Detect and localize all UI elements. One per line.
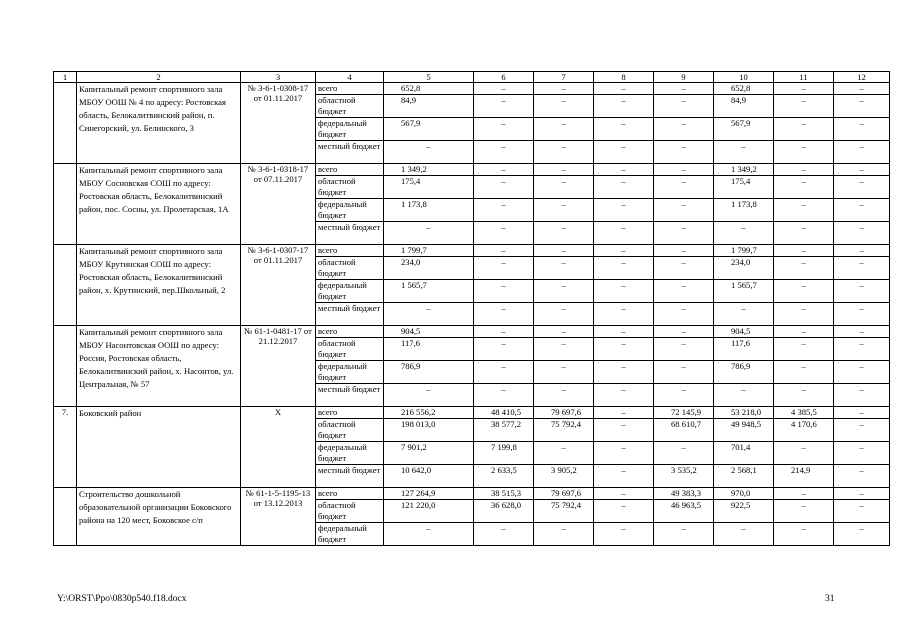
- object-name: Капитальный ремонт спортивного зала МБОУ ООШ № 4 по адресу: Ростовская область, Белокалитвинский район, п. Синегорский, ул. Белинского, 3: [77, 83, 241, 164]
- value-cell: –: [594, 257, 654, 280]
- value-cell: 75 792,4: [534, 419, 594, 442]
- value-cell: –: [714, 384, 774, 407]
- value-cell: 198 013,0: [384, 419, 474, 442]
- value-cell: –: [774, 222, 834, 245]
- value-cell: –: [834, 280, 890, 303]
- value-cell: –: [594, 384, 654, 407]
- value-cell: –: [654, 303, 714, 326]
- table-row: [54, 488, 890, 500]
- value-cell: –: [654, 164, 714, 176]
- value-cell: –: [594, 500, 654, 523]
- value-cell: 175,4: [384, 176, 474, 199]
- header-cell: 3: [241, 72, 316, 83]
- value-cell: 786,9: [384, 361, 474, 384]
- value-cell: –: [384, 384, 474, 407]
- value-cell: –: [774, 303, 834, 326]
- value-cell: –: [474, 303, 534, 326]
- value-cell: –: [834, 176, 890, 199]
- value-cell: –: [594, 488, 654, 500]
- value-cell: –: [594, 141, 654, 164]
- value-cell: –: [534, 257, 594, 280]
- value-cell: –: [714, 523, 774, 546]
- value-cell: –: [774, 523, 834, 546]
- value-cell: –: [654, 245, 714, 257]
- row-number: [54, 488, 77, 546]
- value-cell: 701,4: [714, 442, 774, 465]
- value-cell: –: [774, 95, 834, 118]
- value-cell: –: [534, 141, 594, 164]
- value-cell: 49 383,3: [654, 488, 714, 500]
- funding-source-label: областной бюджет: [316, 419, 384, 442]
- value-cell: –: [384, 141, 474, 164]
- value-cell: –: [774, 199, 834, 222]
- value-cell: –: [834, 442, 890, 465]
- value-cell: –: [714, 222, 774, 245]
- value-cell: –: [654, 338, 714, 361]
- value-cell: –: [774, 326, 834, 338]
- funding-source-label: областной бюджет: [316, 95, 384, 118]
- table-row: [54, 164, 890, 176]
- value-cell: –: [834, 523, 890, 546]
- document-reference: № 61-1-0481-17 от 21.12.2017: [241, 326, 316, 407]
- value-cell: 1 173,8: [714, 199, 774, 222]
- row-number: [54, 164, 77, 245]
- row-number: [54, 245, 77, 326]
- header-cell: 8: [594, 72, 654, 83]
- value-cell: 2 633,5: [474, 465, 534, 488]
- funding-source-label: областной бюджет: [316, 338, 384, 361]
- value-cell: –: [534, 303, 594, 326]
- budget-table: [53, 71, 890, 546]
- value-cell: –: [474, 338, 534, 361]
- value-cell: 970,0: [714, 488, 774, 500]
- value-cell: –: [774, 338, 834, 361]
- value-cell: 121 220,0: [384, 500, 474, 523]
- value-cell: –: [834, 338, 890, 361]
- value-cell: –: [384, 303, 474, 326]
- header-cell: 10: [714, 72, 774, 83]
- value-cell: 53 218,0: [714, 407, 774, 419]
- funding-source-label: местный бюджет: [316, 222, 384, 245]
- value-cell: 1 349,2: [714, 164, 774, 176]
- value-cell: –: [534, 176, 594, 199]
- value-cell: –: [834, 118, 890, 141]
- value-cell: 84,9: [384, 95, 474, 118]
- funding-source-label: всего: [316, 407, 384, 419]
- value-cell: –: [534, 338, 594, 361]
- funding-source-label: федеральный бюджет: [316, 442, 384, 465]
- value-cell: –: [534, 118, 594, 141]
- value-cell: –: [474, 280, 534, 303]
- value-cell: –: [594, 199, 654, 222]
- value-cell: –: [834, 326, 890, 338]
- value-cell: 4 170,6: [774, 419, 834, 442]
- value-cell: 4 385,5: [774, 407, 834, 419]
- value-cell: –: [534, 164, 594, 176]
- funding-source-label: федеральный бюджет: [316, 523, 384, 546]
- value-cell: –: [474, 257, 534, 280]
- funding-source-label: федеральный бюджет: [316, 280, 384, 303]
- value-cell: 1 349,2: [384, 164, 474, 176]
- value-cell: –: [834, 419, 890, 442]
- value-cell: –: [714, 303, 774, 326]
- value-cell: –: [774, 488, 834, 500]
- funding-source-label: областной бюджет: [316, 500, 384, 523]
- value-cell: –: [594, 303, 654, 326]
- value-cell: –: [474, 222, 534, 245]
- value-cell: 786,9: [714, 361, 774, 384]
- value-cell: 49 948,5: [714, 419, 774, 442]
- header-cell: 1: [54, 72, 77, 83]
- value-cell: –: [654, 176, 714, 199]
- value-cell: 7 901,2: [384, 442, 474, 465]
- value-cell: 72 145,9: [654, 407, 714, 419]
- value-cell: –: [474, 118, 534, 141]
- value-cell: –: [594, 164, 654, 176]
- value-cell: 1 565,7: [384, 280, 474, 303]
- value-cell: –: [774, 176, 834, 199]
- value-cell: –: [474, 245, 534, 257]
- value-cell: –: [654, 141, 714, 164]
- value-cell: 234,0: [714, 257, 774, 280]
- header-cell: 12: [834, 72, 890, 83]
- document-reference: Х: [241, 407, 316, 488]
- value-cell: –: [834, 164, 890, 176]
- funding-source-label: областной бюджет: [316, 257, 384, 280]
- value-cell: –: [834, 199, 890, 222]
- value-cell: –: [594, 280, 654, 303]
- value-cell: –: [834, 257, 890, 280]
- value-cell: 214,9: [774, 465, 834, 488]
- value-cell: –: [774, 83, 834, 95]
- funding-source-label: всего: [316, 245, 384, 257]
- value-cell: –: [474, 164, 534, 176]
- value-cell: –: [654, 83, 714, 95]
- header-cell: 5: [384, 72, 474, 83]
- value-cell: 46 963,5: [654, 500, 714, 523]
- object-name: Капитальный ремонт спортивного зала МБОУ Крутинская СОШ по адресу: Ростовская область, Белокалитвинский район, х. Крутинский, пер.Школьный, 2: [77, 245, 241, 326]
- funding-source-label: местный бюджет: [316, 465, 384, 488]
- header-cell: 9: [654, 72, 714, 83]
- value-cell: –: [774, 164, 834, 176]
- value-cell: –: [594, 523, 654, 546]
- header-row: [54, 72, 890, 83]
- funding-source-label: федеральный бюджет: [316, 199, 384, 222]
- value-cell: 1 799,7: [714, 245, 774, 257]
- document-reference: № 3-6-1-0307-17 от 01.11.2017: [241, 245, 316, 326]
- value-cell: 1 799,7: [384, 245, 474, 257]
- table-row: [54, 407, 890, 419]
- value-cell: –: [534, 199, 594, 222]
- footer-page-number: 31: [825, 594, 835, 604]
- value-cell: 84,9: [714, 95, 774, 118]
- header-cell: 6: [474, 72, 534, 83]
- value-cell: –: [714, 141, 774, 164]
- value-cell: –: [654, 222, 714, 245]
- object-name: Боковский район: [77, 407, 241, 488]
- value-cell: –: [384, 222, 474, 245]
- value-cell: 38 515,3: [474, 488, 534, 500]
- table-row: [54, 245, 890, 257]
- value-cell: –: [534, 222, 594, 245]
- value-cell: –: [594, 326, 654, 338]
- header-cell: 11: [774, 72, 834, 83]
- value-cell: 68 610,7: [654, 419, 714, 442]
- document-reference: № 61-1-5-1195-13 от 13.12.2013: [241, 488, 316, 546]
- value-cell: –: [474, 83, 534, 95]
- funding-source-label: всего: [316, 83, 384, 95]
- value-cell: –: [654, 442, 714, 465]
- value-cell: 10 642,0: [384, 465, 474, 488]
- funding-source-label: местный бюджет: [316, 303, 384, 326]
- value-cell: –: [654, 95, 714, 118]
- value-cell: 79 697,6: [534, 488, 594, 500]
- value-cell: 36 628,0: [474, 500, 534, 523]
- value-cell: –: [534, 83, 594, 95]
- value-cell: 922,5: [714, 500, 774, 523]
- value-cell: –: [534, 245, 594, 257]
- value-cell: –: [834, 465, 890, 488]
- value-cell: –: [654, 326, 714, 338]
- value-cell: –: [774, 257, 834, 280]
- value-cell: 117,6: [714, 338, 774, 361]
- header-cell: 2: [77, 72, 241, 83]
- value-cell: –: [594, 442, 654, 465]
- value-cell: –: [654, 384, 714, 407]
- value-cell: –: [774, 141, 834, 164]
- value-cell: 127 264,9: [384, 488, 474, 500]
- funding-source-label: всего: [316, 488, 384, 500]
- value-cell: –: [534, 280, 594, 303]
- value-cell: –: [834, 384, 890, 407]
- value-cell: –: [774, 384, 834, 407]
- value-cell: –: [774, 118, 834, 141]
- value-cell: 175,4: [714, 176, 774, 199]
- value-cell: –: [534, 95, 594, 118]
- value-cell: 567,9: [384, 118, 474, 141]
- value-cell: –: [534, 442, 594, 465]
- value-cell: –: [654, 118, 714, 141]
- value-cell: –: [594, 83, 654, 95]
- value-cell: –: [834, 488, 890, 500]
- value-cell: –: [474, 361, 534, 384]
- value-cell: –: [594, 245, 654, 257]
- value-cell: –: [834, 303, 890, 326]
- value-cell: –: [474, 95, 534, 118]
- value-cell: 904,5: [714, 326, 774, 338]
- funding-source-label: федеральный бюджет: [316, 118, 384, 141]
- value-cell: –: [654, 523, 714, 546]
- value-cell: 38 577,2: [474, 419, 534, 442]
- value-cell: 75 792,4: [534, 500, 594, 523]
- value-cell: –: [534, 361, 594, 384]
- value-cell: –: [474, 176, 534, 199]
- header-cell: 7: [534, 72, 594, 83]
- footer-file-path: Y:\ORST\Ppo\0830p540.f18.docx: [57, 594, 187, 604]
- funding-source-label: всего: [316, 326, 384, 338]
- value-cell: –: [474, 384, 534, 407]
- value-cell: 567,9: [714, 118, 774, 141]
- value-cell: –: [834, 95, 890, 118]
- funding-source-label: всего: [316, 164, 384, 176]
- value-cell: 2 568,1: [714, 465, 774, 488]
- value-cell: 1 173,8: [384, 199, 474, 222]
- document-reference: № 3-6-1-0318-17 от 07.11.2017: [241, 164, 316, 245]
- object-name: Строительство дошкольной образовательной организации Боковского района на 120 мест, Боковское с/п: [77, 488, 241, 546]
- value-cell: –: [654, 257, 714, 280]
- table-row: [54, 326, 890, 338]
- table-row: [54, 83, 890, 95]
- row-number: [54, 83, 77, 164]
- row-number: 7.: [54, 407, 77, 488]
- value-cell: –: [534, 523, 594, 546]
- value-cell: 216 556,2: [384, 407, 474, 419]
- value-cell: 79 697,6: [534, 407, 594, 419]
- object-name: Капитальный ремонт спортивного зала МБОУ Насонтовская ООШ по адресу: Россия, Ростовская область, Белокалитвинский район, х. Насонтов, ул. Центральная, № 57: [77, 326, 241, 407]
- funding-source-label: местный бюджет: [316, 384, 384, 407]
- value-cell: 48 410,5: [474, 407, 534, 419]
- value-cell: 1 565,7: [714, 280, 774, 303]
- value-cell: 3 535,2: [654, 465, 714, 488]
- value-cell: –: [474, 326, 534, 338]
- value-cell: –: [594, 361, 654, 384]
- value-cell: –: [654, 280, 714, 303]
- value-cell: –: [594, 407, 654, 419]
- value-cell: –: [474, 523, 534, 546]
- value-cell: –: [774, 245, 834, 257]
- value-cell: –: [774, 280, 834, 303]
- value-cell: –: [774, 500, 834, 523]
- value-cell: 904,5: [384, 326, 474, 338]
- value-cell: –: [834, 361, 890, 384]
- header-cell: 4: [316, 72, 384, 83]
- value-cell: –: [834, 141, 890, 164]
- value-cell: –: [594, 419, 654, 442]
- funding-source-label: федеральный бюджет: [316, 361, 384, 384]
- value-cell: –: [534, 326, 594, 338]
- row-number: [54, 326, 77, 407]
- funding-source-label: областной бюджет: [316, 176, 384, 199]
- value-cell: –: [594, 222, 654, 245]
- value-cell: –: [774, 361, 834, 384]
- value-cell: 7 199,8: [474, 442, 534, 465]
- value-cell: –: [594, 118, 654, 141]
- document-reference: № 3-6-1-0308-17 от 01.11.2017: [241, 83, 316, 164]
- value-cell: 3 905,2: [534, 465, 594, 488]
- value-cell: –: [474, 199, 534, 222]
- value-cell: –: [384, 523, 474, 546]
- funding-source-label: местный бюджет: [316, 141, 384, 164]
- value-cell: –: [834, 245, 890, 257]
- value-cell: 117,6: [384, 338, 474, 361]
- value-cell: –: [594, 176, 654, 199]
- value-cell: –: [594, 338, 654, 361]
- value-cell: 652,8: [714, 83, 774, 95]
- value-cell: –: [654, 361, 714, 384]
- value-cell: –: [834, 222, 890, 245]
- value-cell: –: [534, 384, 594, 407]
- value-cell: 652,8: [384, 83, 474, 95]
- value-cell: –: [594, 95, 654, 118]
- value-cell: –: [834, 83, 890, 95]
- value-cell: 234,0: [384, 257, 474, 280]
- value-cell: –: [474, 141, 534, 164]
- value-cell: –: [774, 442, 834, 465]
- value-cell: –: [654, 199, 714, 222]
- value-cell: –: [834, 500, 890, 523]
- value-cell: –: [834, 407, 890, 419]
- object-name: Капитальный ремонт спортивного зала МБОУ Сосновская СОШ по адресу: Ростовская область, Белокалитвинский район, пос. Сосны, ул. Пролетарская, 1А: [77, 164, 241, 245]
- value-cell: –: [594, 465, 654, 488]
